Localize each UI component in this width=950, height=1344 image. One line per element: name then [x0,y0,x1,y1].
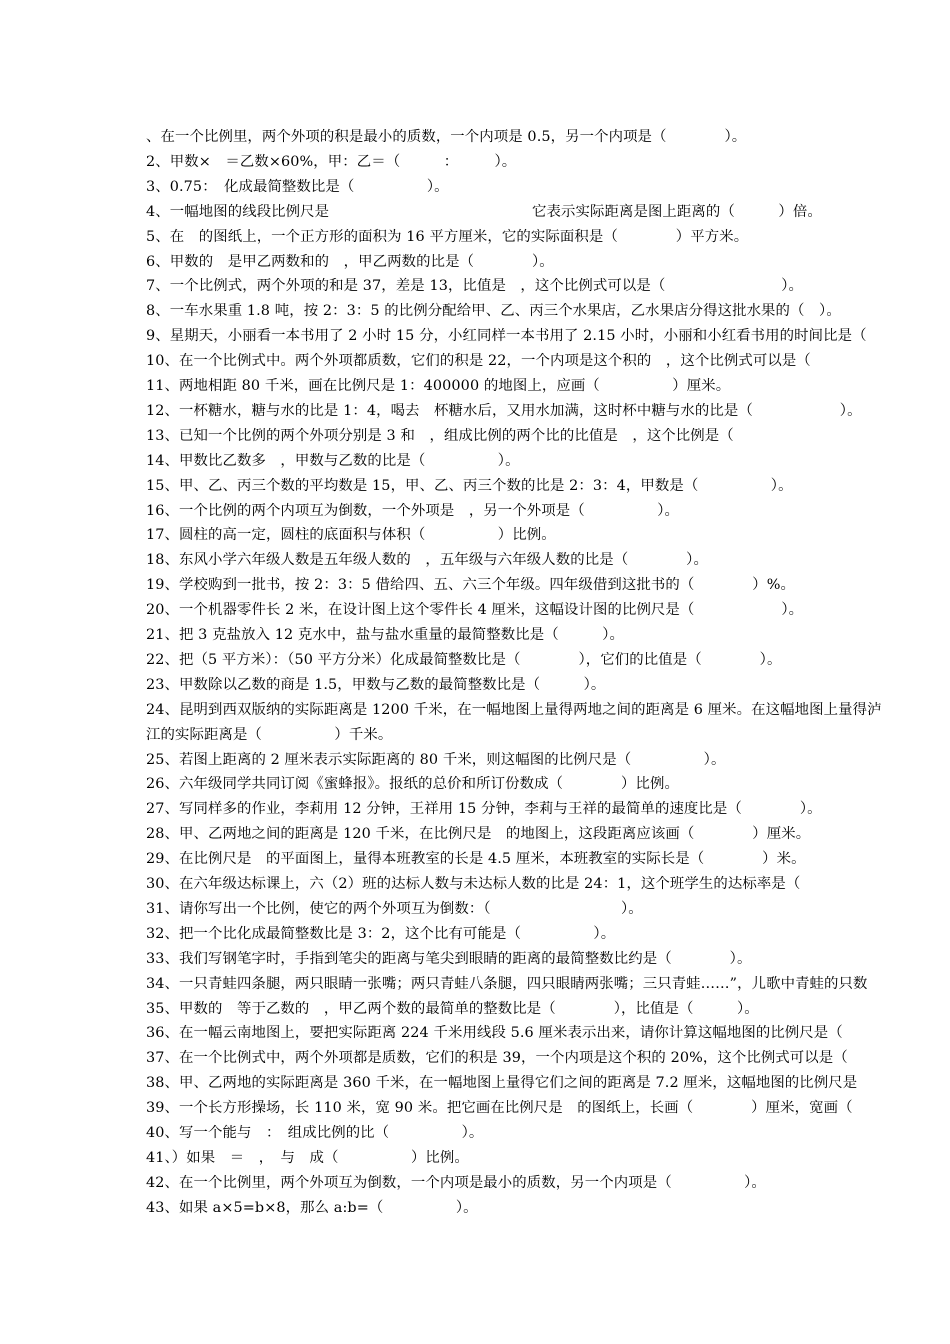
question-line: 12、一杯糖水，糖与水的比是 1：4，喝去 杯糖水后，又用水加满，这时杯中糖与水的比是（ ）。 [146,402,862,419]
question-line: 27、写同样多的作业，李莉用 12 分钟，王祥用 15 分钟，李莉与王祥的最简单的速度比是（ ）。 [146,801,822,818]
question-line: 24、昆明到西双版纳的实际距离是 1200 千米，在一幅地图上量得两地之间的距离是 6 厘米。在这幅地图上量得泸 [146,701,882,718]
question-line: 22、把（5 平方米）：（50 平方分米）化成最简整数比是（ ），它们的比值是（ ）。 [146,651,782,668]
question-line: 3、0.75： 化成最简整数比是（ ）。 [146,178,449,195]
question-line: 23、甲数除以乙数的商是 1.5，甲数与乙数的最简整数比是（ ）。 [146,676,606,693]
question-line: 29、在比例尺是 的平面图上，量得本班教室的长是 4.5 厘米，本班教室的实际长是（ ）米。 [146,851,806,868]
question-line: 13、已知一个比例的两个外项分别是 3 和 ，组成比例的两个比的比值是 ，这个比例是（ [146,427,850,444]
question-line: 38、甲、乙两地的实际距离是 360 千米，在一幅地图上量得它们之间的距离是 7.2 厘米，这幅地图的比例尺是 [146,1075,858,1092]
question-line: 34、一只青蛙四条腿，两只眼睛一张嘴；两只青蛙八条腿，四只眼睛两张嘴；三只青蛙……”，儿歌中青蛙的只数 [146,975,868,992]
question-line: 21、把 3 克盐放入 12 克水中，盐与盐水重量的最简整数比是（ ）。 [146,627,625,643]
question-line: 31、请你写出一个比例，使它的两个外项互为倒数：（ ）。 [146,900,643,917]
question-line: 5、在 的图纸上，一个正方形的面积为 16 平方厘米，它的实际面积是（ ）平方米。 [146,228,749,245]
question-line: 18、东风小学六年级人数是五年级人数的 ，五年级与六年级人数的比是（ ）。 [146,552,708,569]
question-line: 19、学校购到一批书，按 2：3：5 借给四、五、六三个年级。四年级借到这批书的（ ）%。 [146,577,796,594]
question-line: 6、甲数的 是甲乙两数和的 ，甲乙两数的比是（ ）。 [146,253,554,270]
question-line: 20、一个机器零件长 2 米，在设计图上这个零件长 4 厘米，这幅设计图的比例尺是（ ）。 [146,602,804,619]
question-line: 30、在六年级达标课上，六（2）班的达标人数与未达标人数的比是 24：1，这个班学生的达标率是（ [146,876,801,892]
question-line: 32、把一个比化成最简整数比是 3：2，这个比有可能是（ ）。 [146,925,616,942]
question-line: 、在一个比例里，两个外项的积是最小的质数，一个内项是 0.5，另一个内项是（ ）。 [146,129,747,145]
question-line: 11、两地相距 80 千米，画在比例尺是 1：400000 的地图上，应画（ ）厘米。 [146,378,731,394]
question-line: 42、在一个比例里，两个外项互为倒数，一个内项是最小的质数，另一个内项是（ ）。 [146,1174,766,1191]
question-line: 26、六年级同学共同订阅《蜜蜂报》。报纸的总价和所订份数成（ ）比例。 [146,776,679,793]
question-line: 15、甲、乙、丙三个数的平均数是 15，甲、乙、丙三个数的比是 2：3：4，甲数是（ ）。 [146,477,793,494]
question-line: 9、星期天，小丽看一本书用了 2 小时 15 分，小红同样一本书用了 2.15 小时，小丽和小红看书用的时间比是（ [146,328,867,345]
question-line: 36、在一幅云南地图上，要把实际距离 224 千米用线段 5.6 厘米表示出来，请你计算这幅地图的比例尺是（ [146,1025,843,1042]
question-line: 28、甲、乙两地之间的距离是 120 千米，在比例尺是 的地图上，这段距离应该画（ ）厘米。 [146,826,811,843]
question-line: 33、我们写钢笔字时，手指到笔尖的距离与笔尖到眼睛的距离的最简整数比约是（ ）。 [146,950,752,967]
question-line: 17、圆柱的高一定，圆柱的底面积与体积（ ）比例。 [146,527,556,544]
question-line: 35、甲数的 等于乙数的 ，甲乙两个数的最简单的整数比是（ ），比值是（ ）。 [146,1000,759,1017]
question-line: 41、）如果 ＝ ， 与 成（ ）比例。 [146,1149,469,1166]
question-line: 江的实际距离是（ ）千米。 [146,726,393,743]
question-line: 16、一个比例的两个内项互为倒数，一个外项是 ，另一个外项是（ ）。 [146,502,679,519]
question-line: 10、在一个比例式中。两个外项都质数，它们的积是 22，一个内项是这个积的 ，这个比例式可以是（ [146,353,811,370]
question-line: 40、写一个能与 ： 组成比例的比（ ）。 [146,1125,484,1141]
question-line: 39、一个长方形操场，长 110 米，宽 90 米。把它画在比例尺是 的图纸上，长画（ ）厘米，宽画（ [146,1100,853,1117]
question-line: 8、一车水果重 1.8 吨，按 2：3：5 的比例分配给甲、乙、丙三个水果店，乙水果店分得这批水果的（ ）。 [146,303,841,320]
question-line: 37、在一个比例式中，两个外项都是质数，它们的积是 39，一个内项是这个积的 20%，这个比例式可以是（ [146,1050,848,1067]
question-line: 25、若图上距离的 2 厘米表示实际距离的 80 千米，则这幅图的比例尺是（ ）。 [146,751,726,768]
question-line: 4、一幅地图的线段比例尺是 它表示实际距离是图上距离的（ ）倍。 [146,203,822,220]
question-line: 14、甲数比乙数多 ，甲数与乙数的比是（ ）。 [146,452,520,469]
question-line: 7、一个比例式，两个外项的和是 37，差是 13，比值是 ，这个比例式可以是（ ）。 [146,278,804,295]
question-line: 43、如果 a×5=b×8，那么 a:b=（ ）。 [146,1199,478,1216]
question-line: 2、甲数× ＝乙数×60%，甲：乙＝（ ： ）。 [146,153,517,170]
